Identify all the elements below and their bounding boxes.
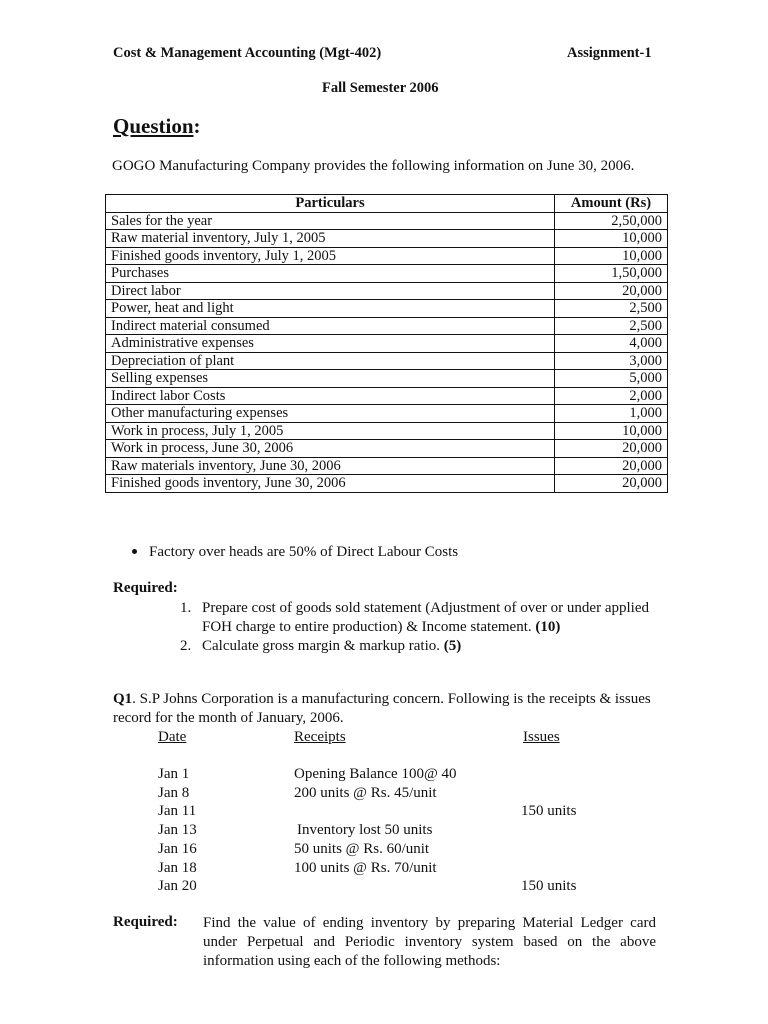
ledger-issue: 150 units	[521, 803, 577, 819]
particular-cell: Indirect labor Costs	[106, 387, 555, 405]
table-row	[106, 212, 668, 230]
bullet-text: Factory over heads are 50% of Direct Labour Costs	[149, 544, 459, 560]
amount-cell: 4,000	[555, 335, 668, 353]
list-number: 2.	[180, 638, 192, 654]
particular-cell: Purchases	[106, 265, 555, 283]
required-list	[180, 599, 680, 656]
list-item	[180, 599, 680, 637]
ledger-date: Jan 16	[158, 841, 197, 857]
table-row	[106, 300, 668, 318]
particular-cell: Administrative expenses	[106, 335, 555, 353]
particulars-table	[105, 194, 668, 493]
column-header-issues: Issues	[523, 729, 560, 745]
bullet-item	[132, 544, 458, 561]
ledger-issue: 150 units	[521, 878, 577, 894]
amount-cell: 20,000	[555, 457, 668, 475]
particular-cell: Indirect material consumed	[106, 317, 555, 335]
table-row	[106, 422, 668, 440]
amount-cell: 10,000	[555, 230, 668, 248]
required-label: Required:	[113, 580, 178, 596]
amount-cell: 20,000	[555, 440, 668, 458]
list-text-body: Calculate gross margin & markup ratio.	[202, 638, 441, 654]
question-colon: :	[193, 114, 201, 138]
column-header-date: Date	[158, 729, 187, 745]
particular-cell: Finished goods inventory, July 1, 2005	[106, 247, 555, 265]
column-header-receipts: Receipts	[294, 729, 346, 745]
ledger-date: Jan 13	[158, 822, 197, 838]
amount-cell: 5,000	[555, 370, 668, 388]
particular-cell: Work in process, July 1, 2005	[106, 422, 555, 440]
amount-cell: 20,000	[555, 475, 668, 493]
particular-cell: Sales for the year	[106, 212, 555, 230]
list-text	[202, 637, 680, 656]
ledger-date: Jan 20	[158, 878, 197, 894]
marks: (10)	[535, 619, 561, 635]
header-particulars: Particulars	[106, 195, 555, 213]
table-row	[106, 247, 668, 265]
q1-text: . S.P Johns Corporation is a manufacturing concern. Following is the receipts & issues record for the month of January, 2006.	[113, 691, 651, 726]
semester-label: Fall Semester 2006	[322, 80, 439, 96]
table-row	[106, 457, 668, 475]
amount-cell: 20,000	[555, 282, 668, 300]
amount-cell: 2,50,000	[555, 212, 668, 230]
table-row	[106, 440, 668, 458]
amount-cell: 2,500	[555, 317, 668, 335]
amount-cell: 1,000	[555, 405, 668, 423]
table-row	[106, 352, 668, 370]
particular-cell: Raw material inventory, July 1, 2005	[106, 230, 555, 248]
question-heading	[113, 114, 201, 139]
ledger-receipt: 100 units @ Rs. 70/unit	[294, 860, 437, 876]
list-number: 1.	[180, 600, 192, 616]
q1-paragraph	[113, 690, 673, 728]
particular-cell: Power, heat and light	[106, 300, 555, 318]
amount-cell: 2,000	[555, 387, 668, 405]
ledger-receipt: Inventory lost 50 units	[297, 822, 433, 838]
table-row	[106, 387, 668, 405]
table-row	[106, 405, 668, 423]
amount-cell: 1,50,000	[555, 265, 668, 283]
table-header-row	[106, 195, 668, 213]
list-text	[202, 599, 680, 637]
particular-cell: Finished goods inventory, June 30, 2006	[106, 475, 555, 493]
particular-cell: Selling expenses	[106, 370, 555, 388]
particular-cell: Work in process, June 30, 2006	[106, 440, 555, 458]
assignment-label: Assignment-1	[567, 45, 652, 61]
marks: (5)	[443, 638, 462, 654]
ledger-date: Jan 1	[158, 766, 190, 782]
table-row	[106, 370, 668, 388]
table-body	[106, 212, 668, 492]
particular-cell: Direct labor	[106, 282, 555, 300]
amount-cell: 2,500	[555, 300, 668, 318]
ledger-date: Jan 11	[158, 803, 197, 819]
particular-cell: Depreciation of plant	[106, 352, 555, 370]
particular-cell: Other manufacturing expenses	[106, 405, 555, 423]
q1-label: Q1	[113, 691, 133, 707]
table-row	[106, 317, 668, 335]
required-label-2: Required:	[113, 914, 178, 930]
amount-cell: 10,000	[555, 422, 668, 440]
required-text-2: Find the value of ending inventory by preparing Material Ledger card under Perpetual and Periodic inventory system based on the above information using each of the following methods:	[203, 915, 656, 969]
question-intro: GOGO Manufacturing Company provides the following information on June 30, 2006.	[112, 158, 635, 174]
amount-cell: 3,000	[555, 352, 668, 370]
course-title: Cost & Management Accounting (Mgt-402)	[113, 45, 382, 61]
list-item	[180, 637, 680, 656]
ledger-receipt: Opening Balance 100@ 40	[294, 766, 457, 782]
header-amount: Amount (Rs)	[555, 195, 668, 213]
question-title: Question	[113, 114, 194, 138]
table-row	[106, 265, 668, 283]
ledger-date: Jan 18	[158, 860, 197, 876]
table-row	[106, 230, 668, 248]
ledger-date: Jan 8	[158, 785, 190, 801]
table-row	[106, 335, 668, 353]
table-row	[106, 475, 668, 493]
table-row	[106, 282, 668, 300]
ledger-receipt: 200 units @ Rs. 45/unit	[294, 785, 437, 801]
particular-cell: Raw materials inventory, June 30, 2006	[106, 457, 555, 475]
amount-cell: 10,000	[555, 247, 668, 265]
list-text-body: Prepare cost of goods sold statement (Adjustment of over or under applied FOH charge to entire production) & Income statement.	[202, 600, 649, 635]
ledger-receipt: 50 units @ Rs. 60/unit	[294, 841, 430, 857]
bullet-dot-icon	[132, 549, 137, 554]
